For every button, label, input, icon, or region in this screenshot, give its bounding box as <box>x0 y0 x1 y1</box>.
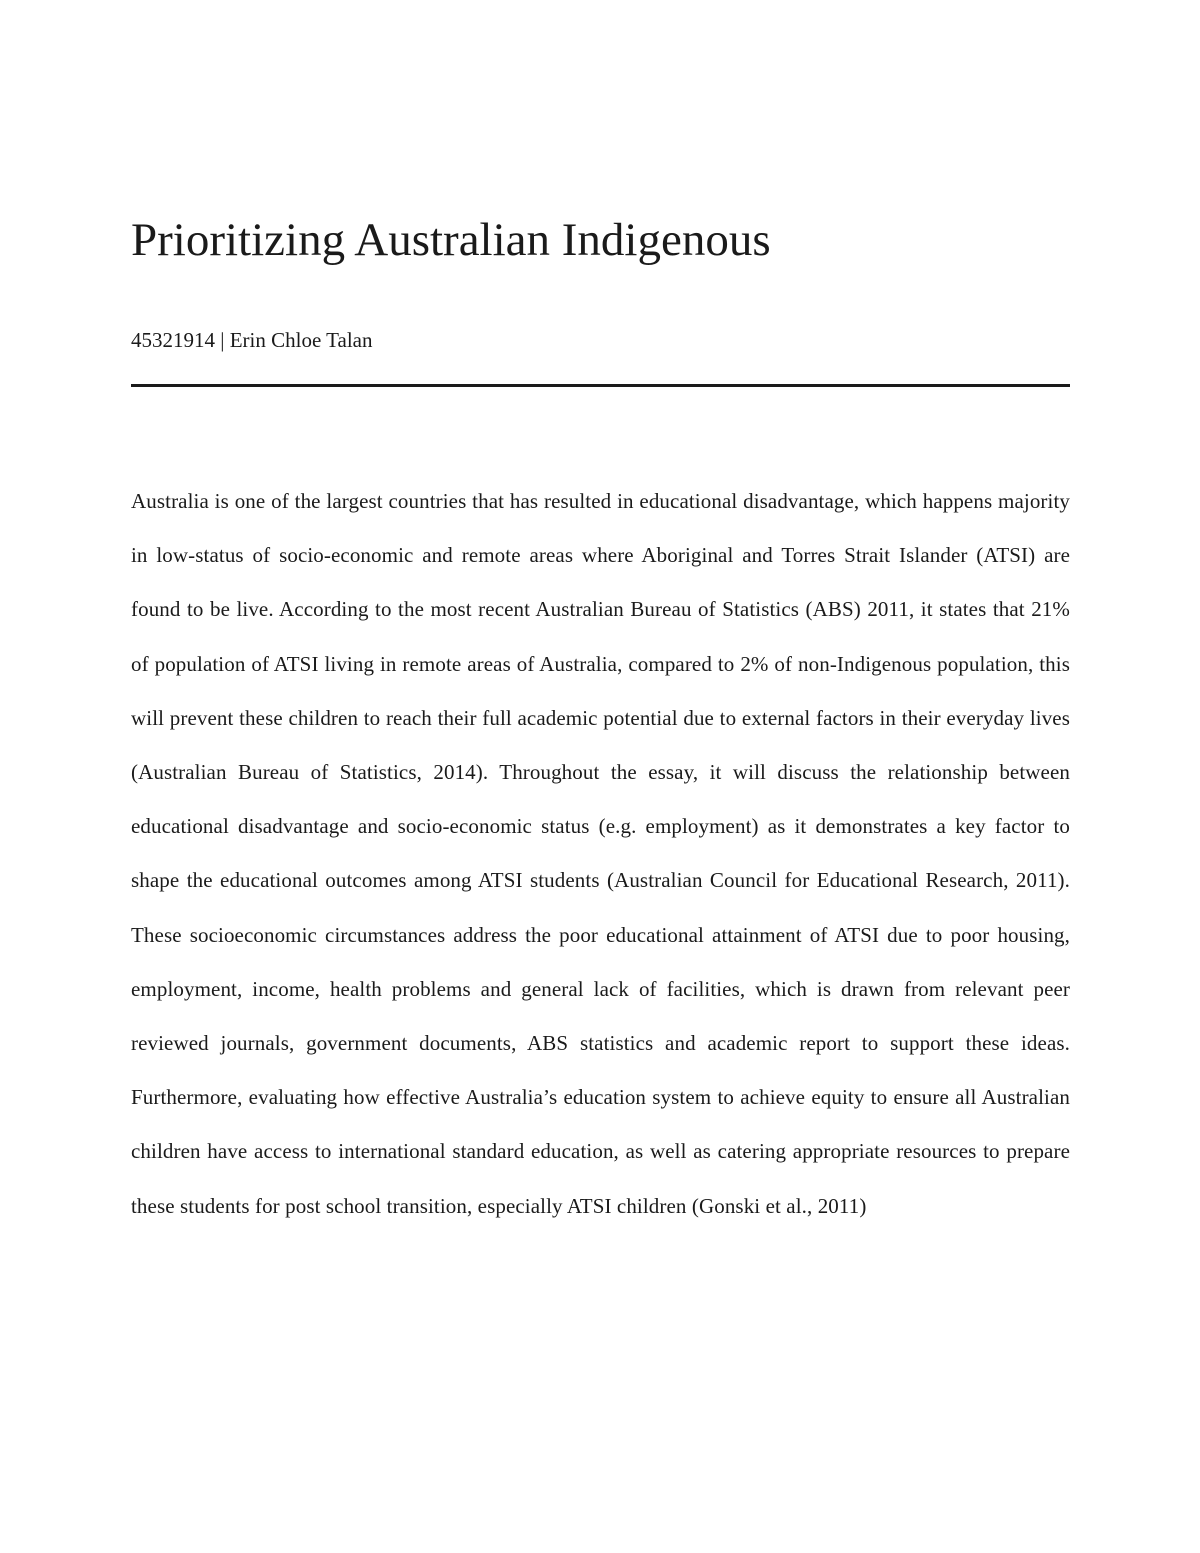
title-divider <box>131 384 1070 387</box>
author-line: 45321914 | Erin Chloe Talan <box>131 328 373 352</box>
document-title: Prioritizing Australian Indigenous <box>131 214 771 266</box>
body-paragraph: Australia is one of the largest countries that has resulted in educational disadvantage, which happens majority in low-status of socio-economic and remote areas where Aboriginal and Torres Strait Islander (ATSI) are found to be live. According to the most recent Australian Bureau of Statistics (ABS) 2011, it states that 21% of population of ATSI living in remote areas of Australia, compared to 2% of non-Indigenous population, this will prevent these children to reach their full academic potential due to external factors in their everyday lives (Australian Bureau of Statistics, 2014). Throughout the essay, it will discuss the relationship between educational disadvantage and socio-economic status (e.g. employment) as it demonstrates a key factor to shape the educational outcomes among ATSI students (Australian Council for Educational Research, 2011). These socioeconomic circumstances address the poor educational attainment of ATSI due to poor housing, employment, income, health problems and general lack of facilities, which is drawn from relevant peer reviewed journals, government documents, ABS statistics and academic report to support these ideas. Furthermore, evaluating how effective Australia’s education system to achieve equity to ensure all Australian children have access to international standard education, as well as catering appropriate resources to prepare these students for post school transition, especially ATSI children (Gonski et al., 2011) <box>131 489 1070 1218</box>
